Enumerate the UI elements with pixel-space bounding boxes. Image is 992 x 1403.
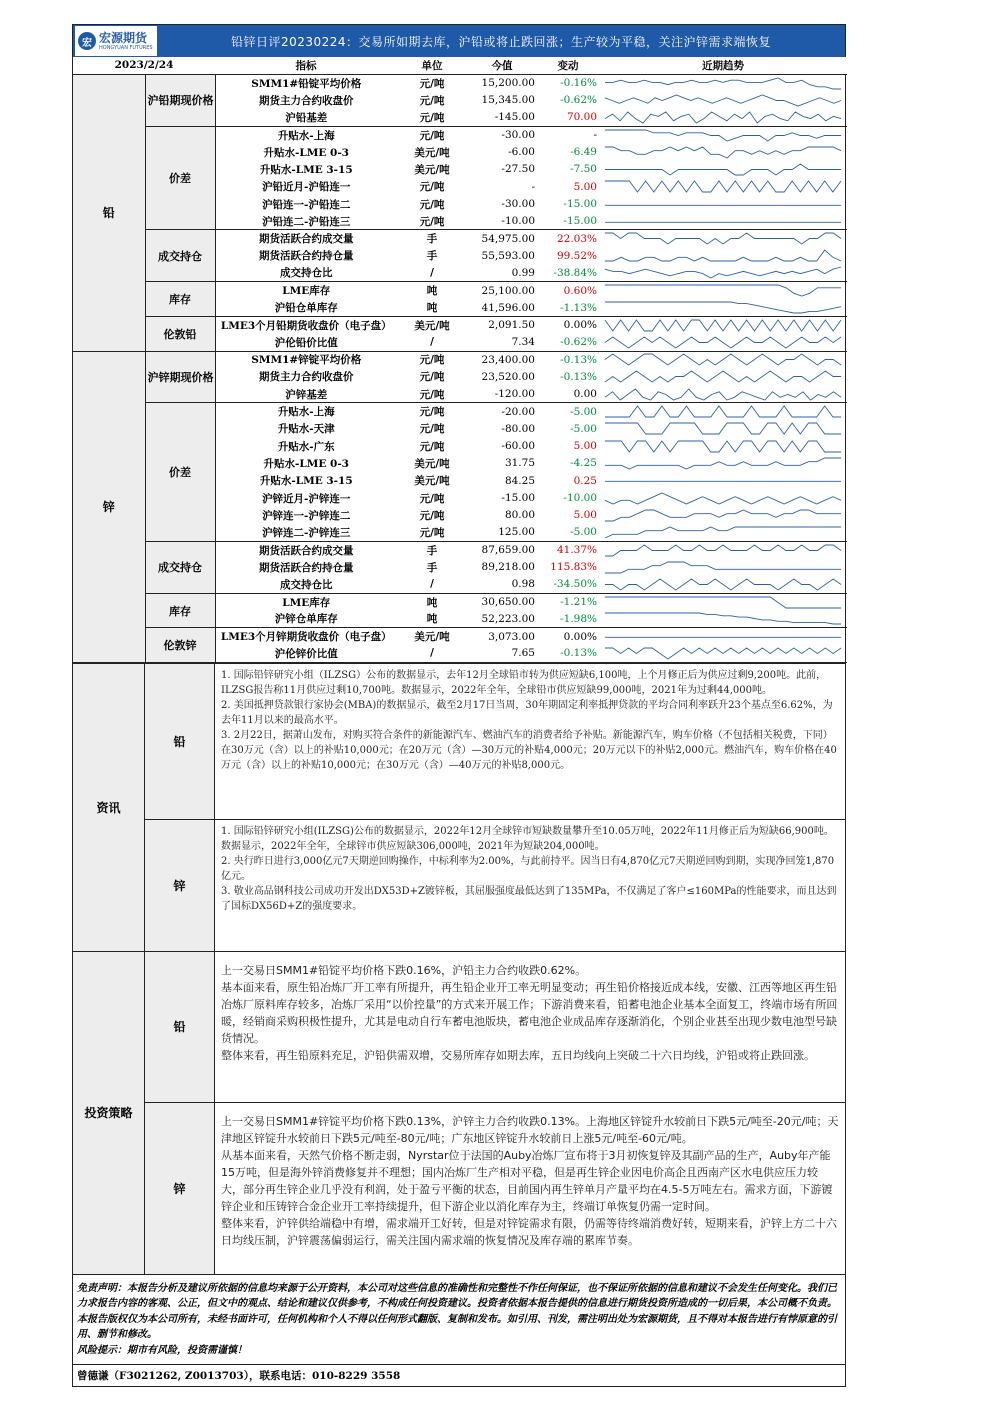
unit-cell: 元/吨 [419, 440, 445, 453]
unit-cell: 元/吨 [419, 77, 445, 90]
indicator-name: 升贴水-上海 [277, 406, 335, 419]
indicator-name: 沪伦锌价比值 [215, 645, 397, 662]
today-value: 7.34 [467, 334, 537, 351]
trend-line [605, 389, 841, 400]
today-value: 55,593.00 [481, 249, 535, 262]
today-value: - [531, 180, 535, 193]
unit-cell: 元/吨 [419, 509, 445, 522]
indicator-name: LME库存 [282, 285, 331, 298]
strategy-section [73, 951, 845, 1274]
trend-line [605, 579, 841, 590]
trend-line [605, 267, 841, 278]
trend-cell [599, 351, 847, 368]
news-zinc-label: 锌 [145, 820, 215, 951]
paragraph: 上一交易日SMM1#铅锭平均价格下跌0.16%，沪铅主力合约收跌0.62%。 [221, 963, 587, 977]
indicator-name: 期货主力合约收盘价 [259, 94, 354, 107]
paragraph: 整体来看，沪锌供给端稳中有增，需求端开工好转，但是对锌锭需求有限，仍需等待终端消费好转，短期来看，沪锌上方二十六日均线压制，沪锌震荡偏弱运行，需关注国内需求端的恢复情况及库存端的累库节奏。 [221, 1216, 837, 1247]
trend-cell [599, 109, 847, 126]
trend-cell [599, 282, 847, 299]
indicator-name: 沪锌仓单库存 [215, 611, 397, 628]
trend-cell [599, 455, 847, 472]
paragraph: 上一交易日SMM1#锌锭平均价格下跌0.13%，沪锌主力合约收跌0.13%。上海地区锌锭升水较前日下跌5元/吨至-20元/吨；天津地区锌锭升水较前日下跌5元/吨至-80元/吨；广东地区锌锭升水较前日上涨5元/吨至-60元/吨。 [221, 1114, 839, 1145]
trend-cell [599, 611, 847, 628]
trend-sparkline [601, 265, 845, 280]
paragraph: 2. 美国抵押贷款银行家协会(MBA)的数据显示，截至2月17日当周，30年期固定利率抵押贷款的平均合同利率跃升23个基点至6.62%，为去年11月以来的最高水平。 [221, 699, 833, 726]
trend-sparkline [601, 283, 845, 298]
trend-cell [599, 489, 847, 506]
unit-cell: 手 [426, 250, 438, 263]
indicator-name: 沪铅连一-沪铅连二 [262, 198, 351, 211]
indicator-name: 沪铅近月-沪铅连一 [262, 181, 351, 194]
trend-line [605, 354, 841, 365]
trend-sparkline [601, 646, 845, 661]
change-value: -0.16% [560, 77, 597, 90]
unit-cell: 元/吨 [419, 354, 445, 367]
trend-line [605, 78, 841, 89]
today-value: 2,091.50 [488, 319, 535, 332]
trend-cell [599, 299, 847, 316]
trend-cell [599, 645, 847, 662]
trend-sparkline [601, 473, 845, 488]
trend-sparkline [601, 560, 845, 575]
unit-cell: / [397, 334, 467, 351]
trend-line [605, 458, 841, 469]
trend-line [605, 371, 841, 382]
change-value: 22.03% [556, 232, 597, 245]
analyst-contact: 曾德谦（F3021262, Z0013703），联系电话：010-8229 3558 [73, 1364, 845, 1386]
change-value: 41.37% [556, 544, 597, 557]
indicator-name: LME3个月铅期货收盘价（电子盘） [220, 319, 392, 332]
trend-cell [599, 438, 847, 455]
company-logo [75, 26, 157, 56]
indicator-name: LME3个月锌期货收盘价（电子盘） [220, 631, 392, 644]
trend-sparkline [601, 456, 845, 471]
trend-sparkline [601, 369, 845, 384]
trend-sparkline [601, 128, 845, 143]
news-section [73, 663, 845, 951]
today-value: -80.00 [501, 422, 535, 435]
trend-line [605, 233, 841, 244]
change-value: 70.00 [537, 109, 599, 126]
trend-cell [599, 559, 847, 576]
trend-cell [599, 593, 847, 610]
indicator-table [73, 57, 847, 663]
indicator-name: SMM1#锌锭平均价格 [251, 354, 362, 367]
today-value: -30.00 [501, 129, 535, 142]
unit-cell: 美元/吨 [414, 146, 450, 159]
trend-sparkline [601, 352, 845, 367]
unit-cell: 元/吨 [397, 386, 467, 403]
unit-cell: / [397, 265, 467, 282]
today-value: 0.99 [467, 265, 537, 282]
strategy-lead-text [215, 952, 845, 1102]
indicator-name: 升贴水-广东 [277, 440, 335, 453]
unit-cell: 元/吨 [419, 129, 445, 142]
change-value: -15.00 [537, 213, 599, 230]
indicator-name: 期货活跃合约成交量 [259, 544, 354, 557]
trend-sparkline [601, 629, 845, 644]
change-value: 0.25 [573, 474, 597, 487]
today-value: 30,650.00 [481, 596, 535, 609]
trend-line [605, 285, 841, 296]
paragraph: 整体来看，再生铅原料充足，沪铅供需双增，交易所库存如期去库，五日均线向上突破二十六日均线，沪铅或将止跌回涨。 [221, 1048, 815, 1062]
today-value: 25,100.00 [481, 284, 535, 297]
change-value: -4.25 [570, 457, 597, 470]
report-sheet [72, 24, 846, 1387]
change-value: 0.00% [563, 630, 597, 643]
unit-cell: 吨 [426, 285, 438, 298]
trend-sparkline [601, 145, 845, 160]
trend-line [605, 95, 841, 106]
today-value: -10.00 [467, 213, 537, 230]
indicator-name: 沪锌近月-沪锌连一 [262, 492, 351, 505]
trend-sparkline [601, 76, 845, 91]
trend-line [605, 320, 841, 331]
change-value: 5.00 [573, 440, 597, 453]
today-value: 7.65 [467, 645, 537, 662]
today-value: 31.75 [504, 457, 535, 470]
category-label: 库存 [145, 593, 215, 628]
trend-cell [599, 507, 847, 524]
trend-line [605, 147, 841, 158]
today-value: 23,520.00 [481, 370, 535, 383]
change-value: -0.13% [537, 645, 599, 662]
trend-cell [599, 420, 847, 437]
today-value: -120.00 [467, 386, 537, 403]
paragraph: 3. 2月22日，据萧山发布，对购买符合条件的新能源汽车、燃油汽车的消费者给予补贴。新能源汽车，购车价格（不包括相关税费，下同）在30万元（含）以上的补贴10,000元；在20万元（含）—30万元的补贴4,000元；20万元以下的补贴2,000元。燃油汽车，购车价格在40万元（含）以上的补贴10,000元；在30万元（含）—40万元的补贴8,000元。 [221, 729, 837, 771]
indicator-name: 期货主力合约收盘价 [259, 371, 354, 384]
table-row [73, 403, 847, 420]
trend-line [605, 562, 841, 573]
trend-sparkline [601, 197, 845, 212]
indicator-name: 升贴水-LME 3-15 [259, 163, 353, 176]
category-label: 沪锌期现价格 [145, 351, 215, 403]
paragraph: 3. 敬业高品钢科技公司成功开发出DX53D+Z镀锌板，其屈服强度最低达到了135MPa，不仅满足了客户≤160MPa的性能要求，而且达到了国标DX56D+Z的强度要求。 [221, 885, 837, 912]
table-row [73, 541, 847, 558]
unit-cell: 手 [426, 233, 438, 246]
today-value: 84.25 [504, 474, 535, 487]
unit-cell: 元/吨 [419, 406, 445, 419]
trend-line [605, 130, 841, 141]
change-value: 5.00 [573, 180, 597, 193]
unit-cell: 元/吨 [419, 198, 445, 211]
table-row [73, 351, 847, 368]
change-value: -10.00 [563, 492, 597, 505]
strategy-zinc-text [215, 1103, 845, 1274]
metal-label: 铅 [73, 74, 145, 351]
trend-sparkline [601, 525, 845, 540]
today-value: 125.00 [467, 524, 537, 541]
table-row [73, 282, 847, 299]
category-label: 库存 [145, 282, 215, 317]
col-trend: 近期趋势 [599, 57, 847, 74]
change-value: 115.83% [550, 561, 597, 574]
strategy-lead-label: 铅 [145, 952, 215, 1102]
today-value: 41,596.00 [467, 299, 537, 316]
indicator-name: LME库存 [282, 596, 331, 609]
trend-line [605, 302, 841, 313]
today-value: 54,975.00 [481, 232, 535, 245]
indicator-name: 期货活跃合约成交量 [259, 233, 354, 246]
trend-line [605, 423, 841, 434]
change-value: -34.50% [537, 576, 599, 593]
today-value: -145.00 [467, 109, 537, 126]
unit-cell: 元/吨 [419, 492, 445, 505]
col-indicator: 指标 [215, 57, 397, 74]
indicator-name: 升贴水-LME 0-3 [263, 457, 349, 470]
trend-cell [599, 524, 847, 541]
change-value: -5.00 [570, 422, 597, 435]
category-label: 伦敦铅 [145, 316, 215, 351]
report-header [73, 25, 845, 57]
trend-cell [599, 316, 847, 333]
change-value: -0.13% [560, 370, 597, 383]
trend-cell [599, 334, 847, 351]
news-label: 资讯 [73, 664, 145, 951]
trend-cell [599, 230, 847, 247]
unit-cell: 元/吨 [419, 371, 445, 384]
paragraph: 1. 国际铅锌研究小组(ILZSG)公布的数据显示，2022年12月全球锌市短缺数量攀升至10.05万吨，2022年11月修正后为短缺66,900吨。数据显示，2022年全年，全球锌市供应短缺306,000吨，2021年为短缺204,000吨。 [221, 825, 834, 852]
trend-sparkline [601, 577, 845, 592]
today-value: 80.00 [504, 509, 535, 522]
indicator-name: 升贴水-天津 [277, 423, 335, 436]
change-value: -7.50 [570, 163, 597, 176]
trend-line [605, 164, 841, 175]
indicator-name: 沪铅基差 [215, 109, 397, 126]
table-row [73, 126, 847, 143]
trend-cell [599, 472, 847, 489]
paragraph: 从基本面来看，天然气价格不断走弱，Nyrstar位于法国的Auby冶炼厂宣布将于3月初恢复锌及其副产品的生产，Auby年产能15万吨，但是海外锌消费修复并不理想；国内冶炼厂生产相对平稳，但是再生锌企业因电价高企且西南产区水电供应压力较大，部分再生锌企业几乎没有利润，处于盈亏平衡的状态，目前国内再生锌单月产量平均在4.5-5万吨左右。需求方面，下游镀锌企业和压铸锌合金企业开工率持续提升，但下游企业以消化库存为主，终端订单恢复仍需一定时间。 [221, 1148, 833, 1213]
unit-cell: 元/吨 [419, 94, 445, 107]
trend-cell [599, 126, 847, 143]
table-row [73, 74, 847, 91]
trend-sparkline [601, 335, 845, 350]
change-value: 0.60% [563, 284, 597, 297]
strategy-label: 投资策略 [73, 952, 145, 1274]
unit-cell: 美元/吨 [414, 319, 450, 332]
indicator-name: 期货活跃合约持仓量 [259, 250, 354, 263]
trend-cell [599, 143, 847, 160]
unit-cell: 元/吨 [419, 181, 445, 194]
table-row [73, 230, 847, 247]
unit-cell: 手 [426, 561, 438, 574]
unit-cell: 元/吨 [419, 423, 445, 436]
trend-line [605, 648, 841, 659]
change-value: 0.00 [537, 386, 599, 403]
news-lead-label: 铅 [145, 664, 215, 819]
table-row [73, 628, 847, 645]
trend-sparkline [601, 248, 845, 263]
category-label: 沪铅期现价格 [145, 74, 215, 126]
indicator-name: 沪锌连二-沪锌连三 [215, 524, 397, 541]
paragraph: 1. 国际铅锌研究小组（ILZSG）公布的数据显示，去年12月全球铅市转为供应短缺6,100吨，上个月修正后为供应过剩9,200吨。此前，ILZSG报告称11月供应过剩10,700吨。数据显示，2022年全年，全球铅市供应短缺99,000吨，2021年为过剩44,000吨。 [221, 669, 827, 696]
col-today: 今值 [467, 57, 537, 74]
category-label: 成交持仓 [145, 541, 215, 593]
trend-line [605, 510, 841, 521]
trend-cell [599, 92, 847, 109]
trend-sparkline [601, 543, 845, 558]
change-value: -0.13% [560, 353, 597, 366]
trend-sparkline [601, 404, 845, 419]
today-value: -30.00 [501, 198, 535, 211]
unit-cell: 美元/吨 [414, 457, 450, 470]
change-value: 0.00% [563, 319, 597, 332]
trend-cell [599, 368, 847, 385]
change-value: -0.62% [537, 334, 599, 351]
unit-cell: / [397, 645, 467, 662]
trend-line [605, 613, 841, 624]
trend-cell [599, 576, 847, 593]
unit-cell: 手 [426, 544, 438, 557]
change-value: -15.00 [563, 198, 597, 211]
indicator-name: 沪铅连二-沪铅连三 [215, 213, 397, 230]
trend-cell [599, 74, 847, 91]
category-label: 价差 [145, 126, 215, 230]
trend-sparkline [601, 93, 845, 108]
change-value: 99.52% [556, 249, 597, 262]
news-zinc-text [215, 820, 845, 951]
indicator-name: 成交持仓比 [215, 265, 397, 282]
indicator-name: 升贴水-上海 [277, 129, 335, 142]
change-value: -38.84% [537, 265, 599, 282]
today-value: -20.00 [501, 405, 535, 418]
unit-cell: 吨 [397, 611, 467, 628]
trend-cell [599, 178, 847, 195]
indicator-name: 升贴水-LME 0-3 [263, 146, 349, 159]
col-unit: 单位 [397, 57, 467, 74]
trend-cell [599, 403, 847, 420]
trend-sparkline [601, 387, 845, 402]
category-label: 成交持仓 [145, 230, 215, 282]
risk-tip: 风险提示：期市有风险，投资需谨慎！ [77, 1344, 247, 1356]
today-value: 3,073.00 [488, 630, 535, 643]
disclaimer [73, 1274, 845, 1365]
indicator-name: 沪铅仓单库存 [215, 299, 397, 316]
trend-line [605, 597, 841, 608]
unit-cell: 美元/吨 [414, 163, 450, 176]
trend-sparkline [601, 508, 845, 523]
news-lead-text [215, 664, 845, 819]
change-value: - [593, 129, 597, 142]
today-value: -27.50 [501, 163, 535, 176]
change-value: -1.21% [560, 596, 597, 609]
trend-line [605, 527, 841, 538]
unit-cell: 元/吨 [397, 524, 467, 541]
trend-cell [599, 213, 847, 230]
trend-cell [599, 386, 847, 403]
trend-sparkline [601, 179, 845, 194]
unit-cell: 元/吨 [397, 109, 467, 126]
unit-cell: 吨 [397, 299, 467, 316]
change-value: -5.00 [537, 524, 599, 541]
indicator-name: 沪锌连一-沪锌连二 [262, 509, 351, 522]
today-value: 87,659.00 [481, 544, 535, 557]
trend-line [605, 441, 841, 452]
logo-cn: 宏源期货 [99, 30, 148, 45]
unit-cell: 美元/吨 [414, 631, 450, 644]
indicator-name: 成交持仓比 [215, 576, 397, 593]
trend-cell [599, 161, 847, 178]
paragraph: 基本面来看，原生铅冶炼厂开工率有所提升，再生铅企业开工率无明显变动；再生铅价格接近成本线，安徽、江西等地区再生铅冶炼厂原料库存较多，冶炼厂采用“以价控量”的方式来开展工作；下游消费来看，铅蓄电池企业基本全面复工，终端市场有所回暖，经销商采购积极性提升，尤其是电动自行车蓄电池版块，蓄电池企业成品库存逐渐消化，个别企业甚至出现少数电池型号缺货情况。 [221, 980, 838, 1045]
trend-line [605, 406, 841, 417]
trend-sparkline [601, 421, 845, 436]
trend-cell [599, 247, 847, 264]
disclaimer-text: 免责声明：本报告分析及建议所依据的信息均来源于公开资料，本公司对这些信息的准确性和完整性不作任何保证，也不保证所依据的信息和建议不会发生任何变化。我们已力求报告内容的客观、公正，但文中的观点、结论和建议仅供参考，不构成任何投资建议。投资者依据本报告提供的信息进行期货投资所造成的一切后果，本公司概不负责。本报告版权仅为本公司所有，未经书面许可，任何机构和个人不得以任何形式翻版、复制和发布。如引用、刊发，需注明出处为宏源期货，且不得对本报告进行有悖原意的引用、删节和修改。 [77, 1282, 837, 1341]
indicator-name: 沪伦铅价比值 [215, 334, 397, 351]
trend-sparkline [601, 214, 845, 229]
logo-mark-icon: 宏 [78, 32, 96, 50]
trend-cell [599, 195, 847, 212]
trend-line [605, 250, 841, 261]
trend-cell [599, 541, 847, 558]
trend-sparkline [601, 162, 845, 177]
trend-sparkline [601, 611, 845, 626]
indicator-name: SMM1#铅锭平均价格 [251, 77, 362, 90]
today-value: 15,345.00 [481, 94, 535, 107]
trend-line [605, 493, 841, 504]
today-value: 23,400.00 [481, 353, 535, 366]
logo-en: HONGYUAN FUTURES [99, 44, 153, 51]
unit-cell: 吨 [426, 596, 438, 609]
change-value: -1.98% [537, 611, 599, 628]
trend-sparkline [601, 110, 845, 125]
trend-cell [599, 265, 847, 282]
trend-sparkline [601, 491, 845, 506]
category-label: 价差 [145, 403, 215, 541]
change-value: -0.62% [560, 94, 597, 107]
report-date: 2023/2/24 [73, 57, 215, 74]
today-value: 89,218.00 [481, 561, 535, 574]
trend-sparkline [601, 595, 845, 610]
trend-line [605, 112, 841, 123]
paragraph: 2. 央行昨日进行3,000亿元7天期逆回购操作，中标利率为2.00%，与此前持平。因当日有4,870亿元7天期逆回购到期，实现净回笼1,870亿元。 [221, 855, 835, 882]
col-change: 变动 [537, 57, 599, 74]
unit-cell: 元/吨 [397, 213, 467, 230]
today-value: 0.98 [467, 576, 537, 593]
change-value: -5.00 [570, 405, 597, 418]
table-row [73, 593, 847, 610]
indicator-name: 沪锌基差 [215, 386, 397, 403]
report-title: 铅锌日评20230224：交易所如期去库，沪铅或将止跌回涨；生产较为平稳，关注沪锌需求端恢复 [230, 34, 772, 49]
table-row [73, 316, 847, 333]
trend-cell [599, 628, 847, 645]
change-value: 5.00 [573, 509, 597, 522]
trend-line [605, 181, 841, 192]
trend-sparkline [601, 439, 845, 454]
today-value: 15,200.00 [481, 77, 535, 90]
indicator-name: 升贴水-LME 3-15 [259, 475, 353, 488]
change-value: -1.13% [537, 299, 599, 316]
strategy-zinc-label: 锌 [145, 1103, 215, 1274]
trend-sparkline [601, 231, 845, 246]
today-value: -15.00 [501, 492, 535, 505]
metal-label: 锌 [73, 351, 145, 662]
today-value: 52,223.00 [467, 611, 537, 628]
trend-sparkline [601, 300, 845, 315]
trend-sparkline [601, 318, 845, 333]
today-value: -6.00 [508, 146, 535, 159]
indicator-name: 期货活跃合约持仓量 [259, 561, 354, 574]
category-label: 伦敦锌 [145, 628, 215, 663]
change-value: -6.49 [570, 146, 597, 159]
today-value: -60.00 [501, 440, 535, 453]
trend-line [605, 337, 841, 348]
unit-cell: / [397, 576, 467, 593]
table-header-row [73, 57, 847, 74]
unit-cell: 美元/吨 [414, 475, 450, 488]
trend-line [605, 545, 841, 556]
